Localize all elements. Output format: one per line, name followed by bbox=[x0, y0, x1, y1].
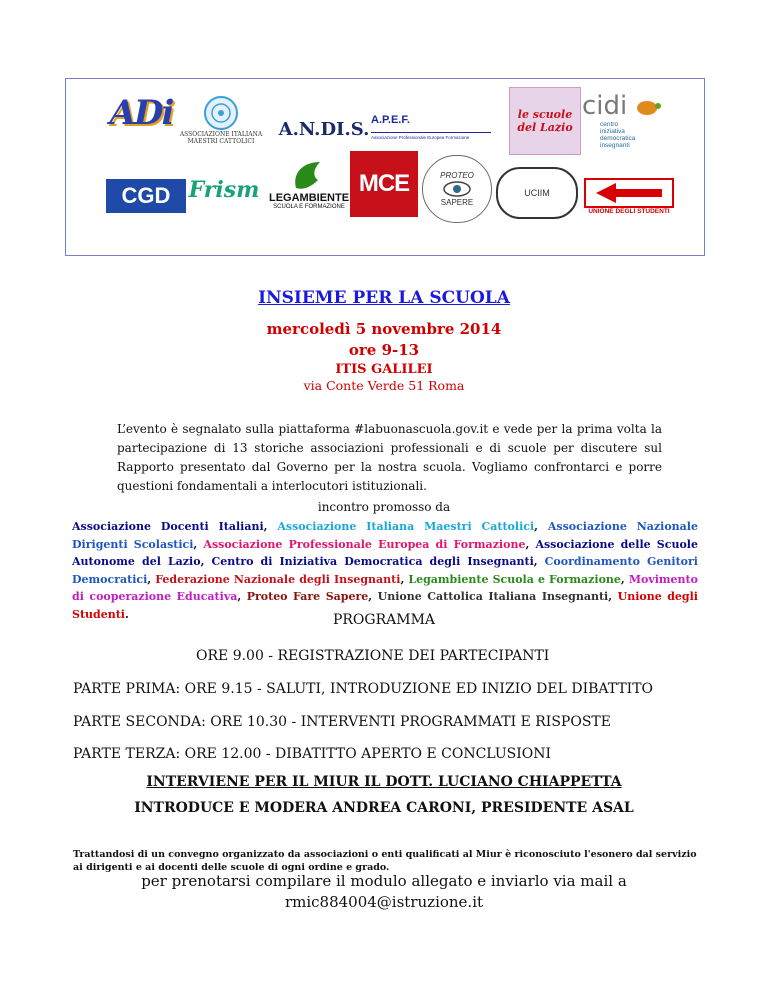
intro-paragraph: L’evento è segnalato sulla piattaforma #labuonascuola.gov.it e vede per la prima volta la partecipazione di 13 storiche associazioni professionali e di scuole per discutere sul Rapporto presentato dal Governo per la nostra scuola. Vogliamo confrontarci e porre questioni fondamentali a interlocutori istituzionali. bbox=[117, 422, 662, 493]
cigno-leaf-icon bbox=[290, 158, 328, 192]
cidi-logo: cidi centro iniziativa democratica insegnanti bbox=[582, 87, 682, 153]
exemption-note: Trattandosi di un convegno organizzato da associazioni o enti qualificati al Miur è riconosciuto l'esonero dal servizio ai dirigenti e ai docenti delle scuole di ogni ordine e grado. bbox=[73, 849, 697, 873]
eye-icon bbox=[443, 180, 471, 198]
uciim-logo: UCIIM bbox=[496, 167, 578, 219]
proteo-logo: PROTEO SAPERE bbox=[422, 155, 492, 223]
program-item: PARTE SECONDA: ORE 10.30 - INTERVENTI PROGRAMMATI E RISPOSTE bbox=[73, 714, 611, 730]
association-name: Unione degli Studenti bbox=[72, 590, 698, 621]
association-name: Associazione Nazionale Dirigenti Scolastici bbox=[72, 520, 698, 551]
logo-banner bbox=[65, 78, 705, 256]
associations-list: Associazione Docenti Italiani, Associazione Italiana Maestri Cattolici, Associazione Nazionale Dirigenti Scolastici, Associazione Professionale Europea di Formazione, Associazione delle Scuole Autonome del Lazio, Centro di Iniziativa Democratica degli Insegnanti, Coordinamento Genitori Democratici, Federazione Nazionale degli Insegnanti, Legambiente Scuola e Formazione, Movimento di cooperazione Educativa, Proteo Fare Sapere, Unione Cattolica Italiana Insegnanti, Unione degli Studenti. bbox=[72, 520, 698, 621]
association-name: Movimento di cooperazione Educativa bbox=[72, 572, 698, 603]
association-name: Federazione Nazionale degli Insegnanti bbox=[155, 572, 401, 586]
association-name: Legambiente Scuola e Formazione bbox=[408, 572, 621, 586]
adi-logo: ADi bbox=[109, 93, 173, 133]
association-name: Associazione delle Scuole Autonome del Lazio bbox=[72, 537, 698, 568]
cgd-logo: CGD bbox=[106, 179, 186, 213]
program-item: PARTE TERZA: ORE 12.00 - DIBATITTO APERTO E CONCLUSIONI bbox=[73, 746, 552, 762]
association-name: Coordinamento Genitori Democratici bbox=[72, 555, 698, 586]
aimc-emblem-icon bbox=[203, 95, 239, 131]
event-hours: ore 9-13 bbox=[348, 341, 420, 359]
event-venue: ITIS GALILEI bbox=[335, 362, 433, 377]
aimc-logo: ASSOCIAZIONE ITALIANA MAESTRI CATTOLICI bbox=[176, 85, 266, 155]
program-item: ORE 9.00 - REGISTRAZIONE DEI PARTECIPANTI bbox=[196, 648, 550, 664]
association-name: Centro di Iniziativa Democratica degli Insegnanti bbox=[211, 555, 534, 568]
scuole-lazio-logo: le scuole del Lazio bbox=[509, 87, 581, 155]
frism-logo: Frism bbox=[188, 177, 260, 203]
uds-logo: UNIONE DEGLI STUDENTI bbox=[579, 171, 679, 221]
association-name: Associazione Professionale Europea di Formazione bbox=[203, 537, 526, 551]
event-date: mercoledì 5 novembre 2014 bbox=[266, 320, 502, 338]
turtle-icon bbox=[633, 96, 661, 116]
arrow-left-icon bbox=[584, 178, 674, 208]
apef-logo: A.P.E.F. Associazione Professionale Europea Formazione bbox=[371, 107, 501, 147]
promoted-by-label: incontro promosso da bbox=[317, 500, 451, 514]
andis-logo: A.N.DI.S. bbox=[278, 118, 370, 140]
program-item: PARTE PRIMA: ORE 9.15 - SALUTI, INTRODUZIONE ED INIZIO DEL DIBATTITO bbox=[73, 681, 654, 697]
miur-speaker: INTERVIENE PER IL MIUR IL DOTT. LUCIANO CHIAPPETTA bbox=[146, 774, 622, 790]
mce-logo: MCE bbox=[350, 151, 418, 217]
booking-email[interactable]: rmic884004@istruzione.it bbox=[284, 893, 484, 911]
association-name: Proteo Fare Sapere bbox=[246, 590, 369, 603]
moderator: INTRODUCE E MODERA ANDREA CARONI, PRESIDENTE ASAL bbox=[134, 800, 634, 816]
association-name: Unione Cattolica Italiana Insegnanti bbox=[377, 590, 609, 603]
program-heading: PROGRAMMA bbox=[332, 612, 436, 628]
booking-instructions: per prenotarsi compilare il modulo allegato e inviarlo via mail a bbox=[141, 872, 627, 890]
event-title: INSIEME PER LA SCUOLA bbox=[258, 288, 510, 308]
association-name: Associazione Docenti Italiani bbox=[72, 520, 264, 533]
association-name: Associazione Italiana Maestri Cattolici bbox=[277, 520, 535, 533]
event-address: via Conte Verde 51 Roma bbox=[303, 378, 465, 393]
legambiente-logo: LEGAMBIENTE SCUOLA E FORMAZIONE bbox=[264, 149, 354, 219]
